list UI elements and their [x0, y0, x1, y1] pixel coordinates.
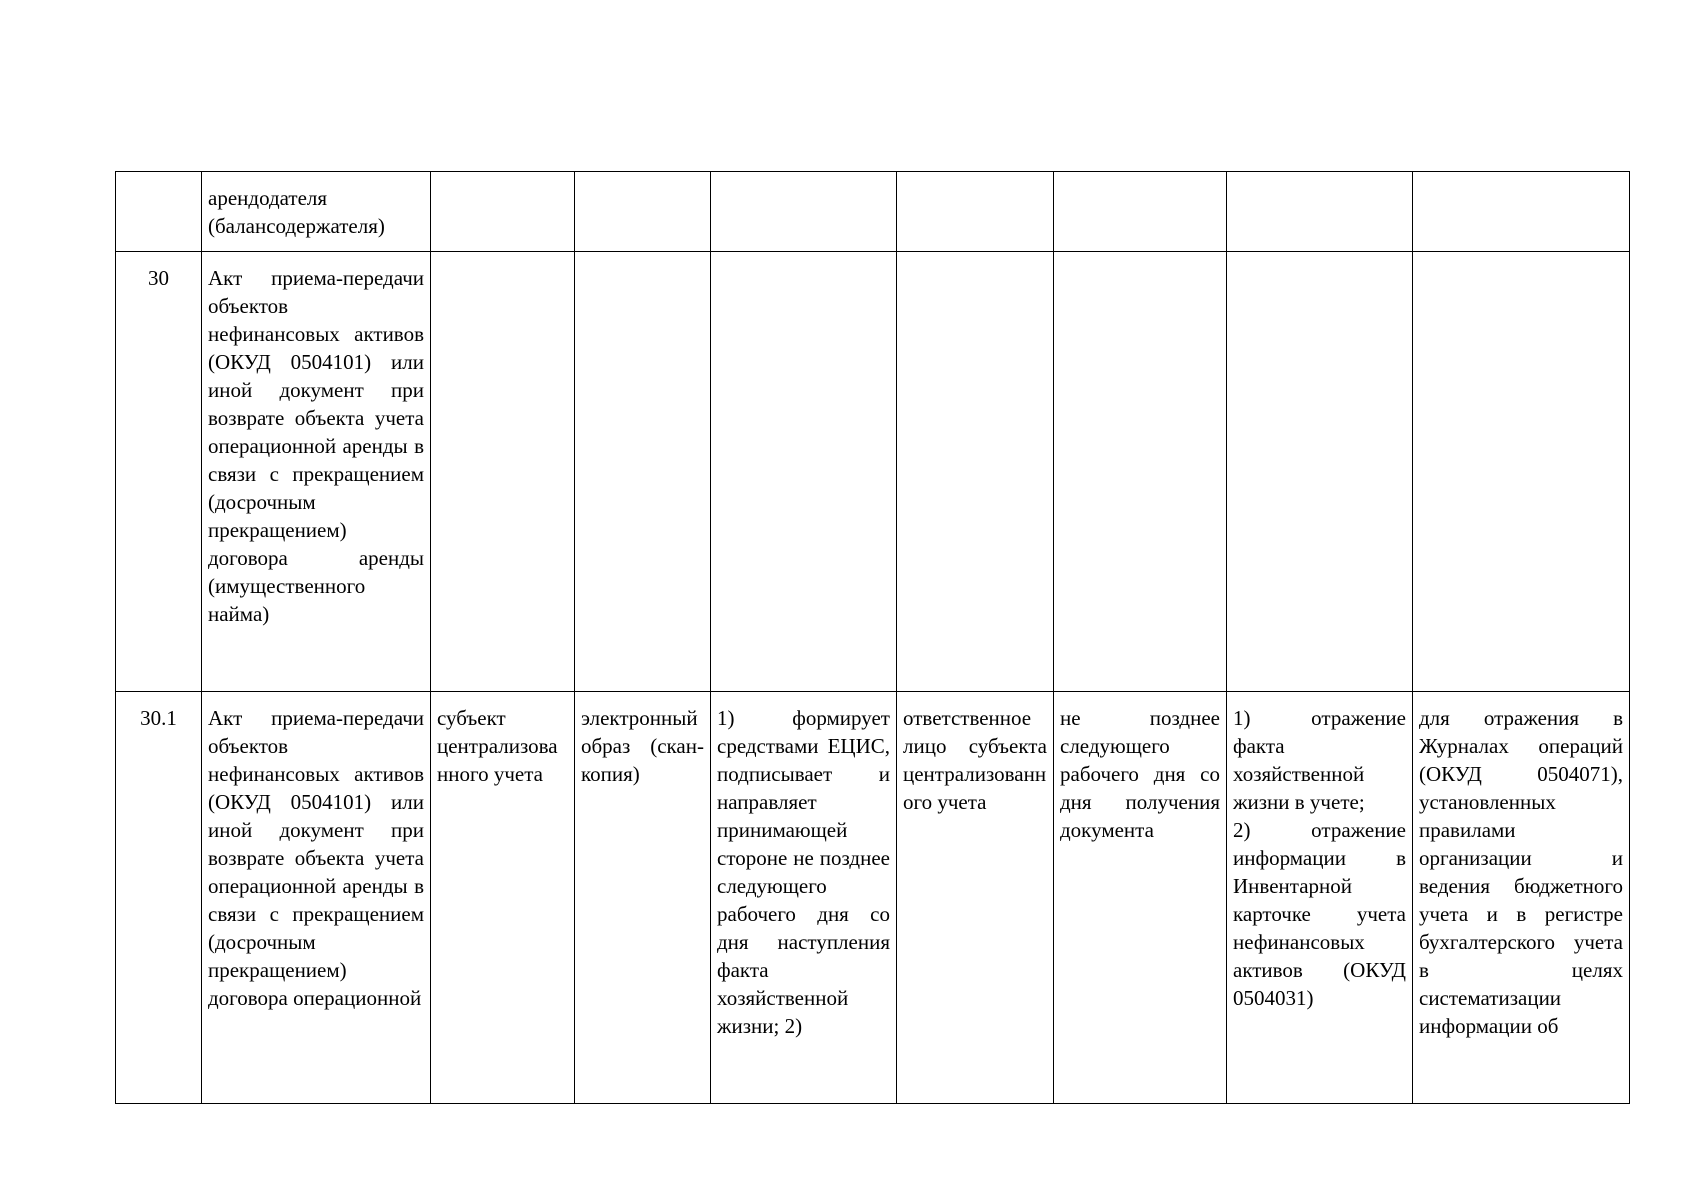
deadline-cell	[1054, 252, 1227, 692]
table-row	[116, 692, 1630, 1104]
responsible-person-cell: ответственное лицо субъекта централизованного учета	[897, 692, 1054, 1104]
document-name-cell: Акт приема-передачи объектов нефинансовых активов (ОКУД 0504101) или иной документ при возврате объекта учета операционной аренды в связи с прекращением (досрочным прекращением) договора операционной	[202, 692, 431, 1104]
accounting-action-cell	[1227, 252, 1413, 692]
purpose-cell: для отражения в Журналах операций (ОКУД 0504071), установленных правилами организации и ведения бюджетного учета и в регистре бухгалтерского учета в целях систематизации информации об	[1413, 692, 1630, 1104]
row-number-cell: 30	[116, 252, 202, 692]
action-cell: 1) формирует средствами ЕЦИС, подписывает и направляет принимающей стороне не позднее следующего рабочего дня со дня наступления факта хозяйственной жизни; 2)	[711, 692, 897, 1104]
action-cell	[711, 252, 897, 692]
responsible-subject-cell	[431, 172, 575, 252]
responsible-person-cell	[897, 252, 1054, 692]
purpose-cell	[1413, 252, 1630, 692]
document-name-cell: Акт приема-передачи объектов нефинансовых активов (ОКУД 0504101) или иной документ при возврате объекта учета операционной аренды в связи с прекращением (досрочным прекращением) договора аренды (имущественного найма)	[202, 252, 431, 692]
deadline-cell: не позднее следующего рабочего дня со дня получения документа	[1054, 692, 1227, 1104]
responsible-subject-cell	[431, 252, 575, 692]
row-number-cell: 30.1	[116, 692, 202, 1104]
action-cell	[711, 172, 897, 252]
accounting-action-cell	[1227, 172, 1413, 252]
document-table	[115, 171, 1630, 1104]
table-row	[116, 172, 1630, 252]
responsible-subject-cell: субъект централизованного учета	[431, 692, 575, 1104]
document-form-cell	[575, 252, 711, 692]
document-form-cell	[575, 172, 711, 252]
document-name-cell: арендодателя (балансодержателя)	[202, 172, 431, 252]
deadline-cell	[1054, 172, 1227, 252]
accounting-action-cell: 1) отражение факта хозяйственной жизни в учете; 2) отражение информации в Инвентарной карточке учета нефинансовых активов (ОКУД 0504031)	[1227, 692, 1413, 1104]
responsible-person-cell	[897, 172, 1054, 252]
document-form-cell: электронный образ (скан-копия)	[575, 692, 711, 1104]
row-number-cell	[116, 172, 202, 252]
purpose-cell	[1413, 172, 1630, 252]
table-row	[116, 252, 1630, 692]
